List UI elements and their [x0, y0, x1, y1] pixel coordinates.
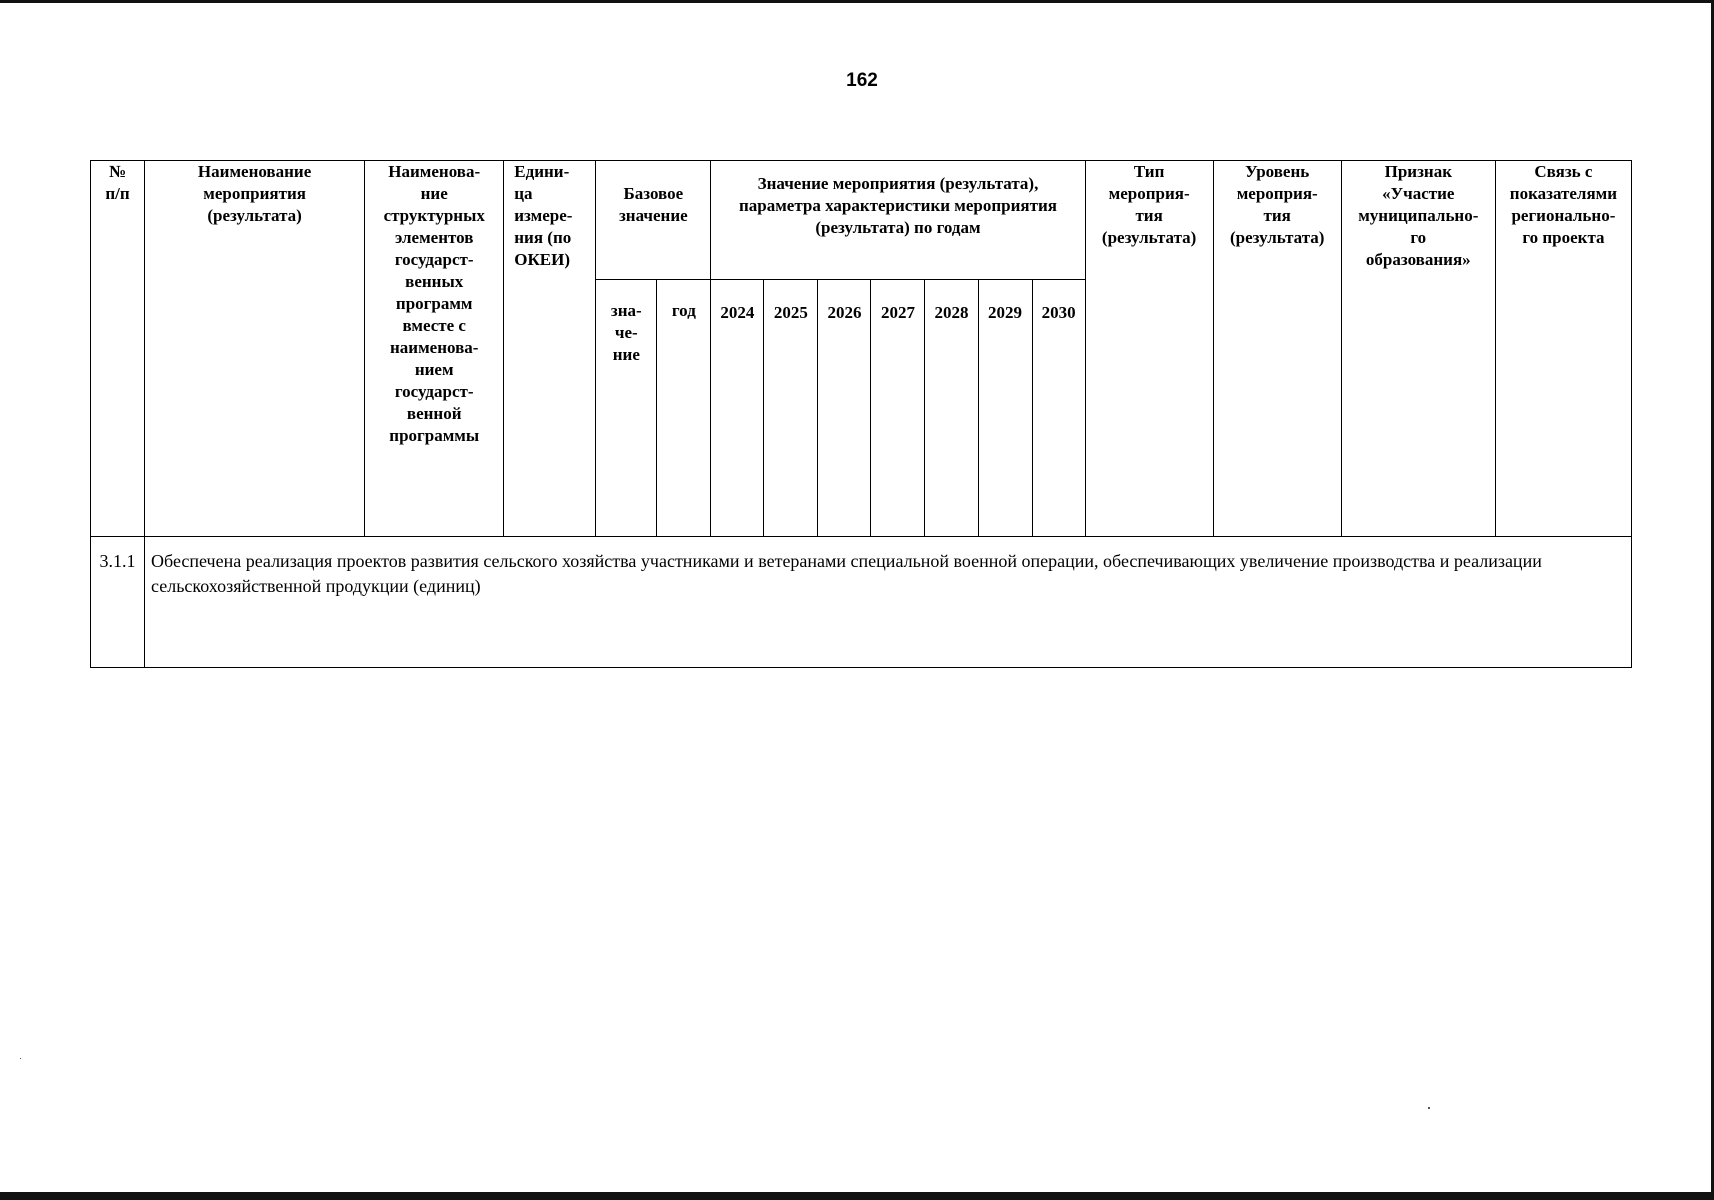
header-municipal-participation-label: Признак «Участие муниципально- го образования»: [1358, 162, 1479, 269]
header-row-1: [91, 161, 1632, 280]
header-structural-elements-label: Наименова- ние структурных элементов государст- венных программ вместе с наименова- нием государст- венной программы: [383, 162, 485, 445]
header-year-2029-label: 2029: [988, 303, 1023, 322]
scan-speck: [20, 1058, 21, 1059]
header-unit: [504, 161, 596, 537]
header-event-level-label: Уровень мероприя- тия (результата): [1229, 162, 1325, 247]
header-year-2026: [818, 280, 871, 537]
header-year-2025: [764, 280, 818, 537]
header-year-2026-label: 2026: [827, 303, 862, 322]
page-number: 162: [846, 70, 878, 91]
header-municipal-participation: [1341, 161, 1495, 537]
header-base-value-year: [657, 280, 711, 537]
header-base-value: [596, 161, 711, 280]
header-year-2024-label: 2024: [720, 303, 755, 322]
header-num: [91, 161, 145, 537]
header-year-2027: [871, 280, 925, 537]
header-base-value-value: [596, 280, 657, 537]
header-year-2025-label: 2025: [773, 303, 808, 322]
header-regional-project-link: [1495, 161, 1631, 537]
header-year-2030: [1032, 280, 1085, 537]
row-number-label: 3.1.1: [99, 551, 136, 571]
header-year-2028-label: 2028: [934, 303, 969, 322]
header-year-2028: [925, 280, 978, 537]
header-event-level: [1213, 161, 1341, 537]
header-structural-elements: [365, 161, 504, 537]
header-year-2027-label: 2027: [880, 303, 915, 322]
scan-edge-top: [0, 0, 1714, 3]
header-event-type: [1085, 161, 1213, 537]
scan-speck: [1428, 1107, 1430, 1109]
row-description-text: Обеспечена реализация проектов развития сельского хозяйства участниками и ветеранами специальной военной операции, обеспечивающих увеличение производства и реализации сельскохозяйственной продукции (единиц): [151, 551, 1542, 596]
header-base-value-value-label: зна- че- ние: [610, 301, 642, 364]
row-number: [91, 537, 145, 668]
header-regional-project-link-label: Связь с показателями регионально- го проекта: [1509, 162, 1618, 247]
row-description: [145, 537, 1632, 668]
header-year-2030-label: 2030: [1041, 303, 1076, 322]
header-unit-label: Едини- ца измере- ния (по ОКЕИ): [514, 162, 573, 269]
events-table: [90, 160, 1632, 668]
header-num-label: № п/п: [105, 162, 130, 203]
scan-edge-bottom: [0, 1192, 1714, 1200]
table-row: [91, 537, 1632, 668]
header-values-by-year: [711, 161, 1085, 280]
header-event-name-label: Наименование мероприятия (результата): [197, 162, 312, 225]
header-base-value-year-label: год: [671, 301, 696, 320]
header-values-by-year-label: Значение мероприятия (результата), параметра характеристики мероприятия (результата) по годам: [738, 174, 1057, 237]
header-base-value-label: Базовое значение: [618, 184, 688, 225]
header-event-name: [145, 161, 365, 537]
header-event-type-label: Тип мероприя- тия (результата): [1101, 162, 1197, 247]
header-year-2024: [711, 280, 764, 537]
header-year-2029: [978, 280, 1032, 537]
